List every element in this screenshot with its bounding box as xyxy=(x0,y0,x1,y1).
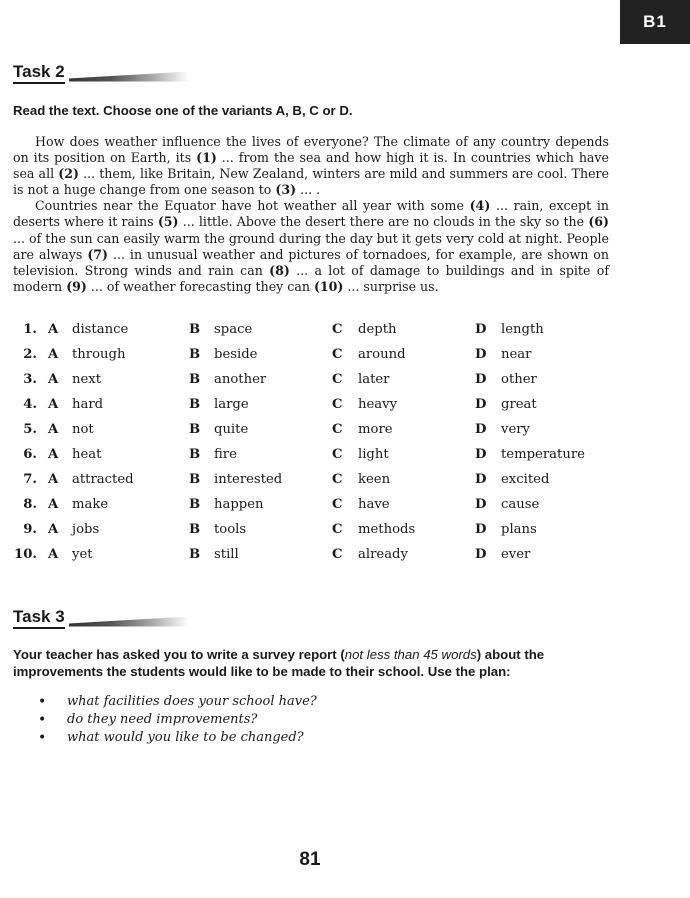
option-word: ever xyxy=(501,547,531,562)
option-word: interested xyxy=(214,472,283,487)
reading-passage xyxy=(13,134,609,295)
option-letter: B xyxy=(189,497,201,512)
option-row xyxy=(13,546,613,571)
option-letter: A xyxy=(48,322,59,337)
option-letter: D xyxy=(475,472,487,487)
option-row xyxy=(13,421,613,446)
option-word: methods xyxy=(358,522,416,537)
option-letter: B xyxy=(189,347,201,362)
option-letter: C xyxy=(332,547,343,562)
option-letter: C xyxy=(332,322,343,337)
option-word: plans xyxy=(501,522,537,537)
option-word: around xyxy=(358,347,406,362)
option-letter: A xyxy=(48,372,59,387)
option-letter: A xyxy=(48,397,59,412)
option-word: another xyxy=(214,372,267,387)
option-letter: A xyxy=(48,347,59,362)
option-word: beside xyxy=(214,347,258,362)
option-letter: B xyxy=(189,447,201,462)
question-number: 5. xyxy=(23,422,37,437)
option-word: later xyxy=(358,372,390,387)
option-word: happen xyxy=(214,497,264,512)
gap-marker: (8) xyxy=(269,262,290,278)
option-word: large xyxy=(214,397,249,412)
gap-marker: (10) xyxy=(313,278,344,294)
option-letter: C xyxy=(332,422,343,437)
option-word: other xyxy=(501,372,537,387)
question-number: 4. xyxy=(23,397,37,412)
gap-marker: (7) xyxy=(87,246,108,262)
option-word: through xyxy=(72,347,126,362)
question-number: 2. xyxy=(23,347,37,362)
option-word: yet xyxy=(72,547,93,562)
gap-marker: (5) xyxy=(157,214,179,230)
answer-options-table xyxy=(13,321,613,571)
question-number: 8. xyxy=(23,497,37,512)
task-2-title: Task 2 xyxy=(13,63,65,84)
option-word: keen xyxy=(358,472,391,487)
option-word: already xyxy=(358,547,408,562)
task-2-instruction: Read the text. Choose one of the variants A, B, C or D. xyxy=(13,103,353,118)
question-number: 9. xyxy=(23,522,37,537)
option-letter: B xyxy=(189,547,201,562)
passage-paragraph-1: How does weather influence the lives of everyone? The climate of any country depends on its position on Earth, its (1) ... from the sea and how high it is. In countries which have sea all (2) ... them, like Britain, New Zealand, winters are mild and summers are cool. There is not a huge change from one season to (3) ... . xyxy=(13,134,610,198)
option-word: depth xyxy=(358,322,397,337)
option-word: distance xyxy=(72,322,129,337)
option-word: hard xyxy=(72,397,104,412)
option-letter: C xyxy=(332,522,343,537)
gap-marker: (3) xyxy=(275,182,297,198)
option-letter: B xyxy=(189,472,201,487)
option-letter: B xyxy=(189,522,201,537)
option-letter: D xyxy=(475,422,487,437)
option-row xyxy=(13,471,613,496)
option-word: great xyxy=(501,397,537,412)
option-word: near xyxy=(501,347,532,362)
option-letter: A xyxy=(48,447,59,462)
option-letter: D xyxy=(475,347,487,362)
task-3-title: Task 3 xyxy=(13,608,65,629)
gap-marker: (6) xyxy=(588,214,609,230)
plan-item: • do they need improvements? xyxy=(38,711,317,729)
option-word: not xyxy=(72,422,94,437)
question-number: 7. xyxy=(23,472,37,487)
option-row xyxy=(13,521,613,546)
option-letter: C xyxy=(332,397,343,412)
question-number: 1. xyxy=(23,322,37,337)
option-letter: C xyxy=(332,472,343,487)
option-word: excited xyxy=(501,472,550,487)
option-word: space xyxy=(214,322,253,337)
option-letter: C xyxy=(332,347,343,362)
question-number: 6. xyxy=(23,447,37,462)
option-word: light xyxy=(358,447,389,462)
option-letter: A xyxy=(48,497,59,512)
option-word: very xyxy=(501,422,531,437)
option-letter: B xyxy=(189,322,201,337)
option-letter: A xyxy=(48,422,59,437)
task-3-instruction: Your teacher has asked you to write a survey report (not less than 45 words) about the improvements the students would like to be made to their school. Use the plan: xyxy=(13,647,545,679)
option-word: still xyxy=(214,547,239,562)
writing-plan-list xyxy=(38,693,317,747)
option-letter: D xyxy=(475,547,487,562)
page-number: 81 xyxy=(299,849,321,870)
question-number: 10. xyxy=(14,547,37,562)
option-letter: A xyxy=(48,472,59,487)
option-word: more xyxy=(358,422,393,437)
gap-marker: (4) xyxy=(469,198,491,214)
option-letter: D xyxy=(475,372,487,387)
plan-item: • what facilities does your school have? xyxy=(38,693,317,711)
gap-marker: (1) xyxy=(196,150,217,166)
option-row xyxy=(13,346,613,371)
task-2-header xyxy=(13,63,189,84)
option-word: tools xyxy=(214,522,247,537)
option-letter: B xyxy=(189,397,201,412)
gap-marker: (2) xyxy=(58,166,79,182)
plan-item: • what would you like to be changed? xyxy=(38,729,317,747)
option-word: cause xyxy=(501,497,540,512)
option-word: temperature xyxy=(501,447,585,462)
option-letter: A xyxy=(48,522,59,537)
option-letter: B xyxy=(189,422,201,437)
task-3-header xyxy=(13,608,189,629)
option-word: have xyxy=(358,497,390,512)
question-number: 3. xyxy=(23,372,37,387)
option-row xyxy=(13,496,613,521)
option-letter: D xyxy=(475,497,487,512)
option-word: fire xyxy=(214,447,237,462)
option-word: quite xyxy=(214,422,249,437)
option-word: attracted xyxy=(72,472,134,487)
option-word: next xyxy=(72,372,102,387)
task-3-header-bar xyxy=(69,617,189,627)
option-row xyxy=(13,396,613,421)
option-word: jobs xyxy=(72,522,100,537)
option-letter: B xyxy=(189,372,201,387)
option-word: heat xyxy=(72,447,102,462)
option-word: heavy xyxy=(358,397,398,412)
passage-paragraph-2: Countries near the Equator have hot weather all year with some (4) ... rain, except in deserts where it rains (5) ... little. Above the desert there are no clouds in the sky so the (6) ... of the sun can easily warm the ground during the day but it gets very cold at night. People are always (7) ... in unusual weather and pictures of tornadoes, for example, are shown on television. Strong winds and rain can (8) ... a lot of damage to buildings and in spite of modern (9) ... of weather forecasting they can (10) ... surprise us. xyxy=(13,198,610,294)
option-row xyxy=(13,371,613,396)
task-2-header-bar xyxy=(69,72,189,82)
option-letter: C xyxy=(332,497,343,512)
option-word: length xyxy=(501,322,544,337)
option-word: make xyxy=(72,497,109,512)
option-letter: D xyxy=(475,447,487,462)
option-letter: D xyxy=(475,322,487,337)
option-row xyxy=(13,321,613,346)
level-badge: B1 xyxy=(620,0,690,44)
option-letter: D xyxy=(475,397,487,412)
option-letter: D xyxy=(475,522,487,537)
gap-marker: (9) xyxy=(66,278,87,294)
option-row xyxy=(13,446,613,471)
option-letter: C xyxy=(332,372,343,387)
option-letter: A xyxy=(48,547,59,562)
option-letter: C xyxy=(332,447,343,462)
